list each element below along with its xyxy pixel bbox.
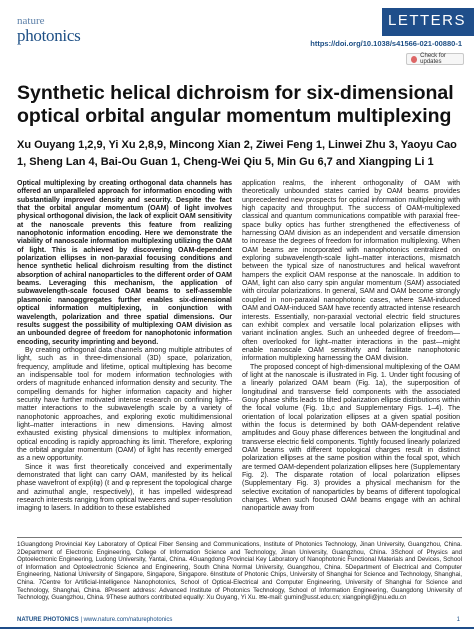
crossmark-icon (411, 56, 417, 63)
check-updates-button[interactable] (406, 53, 464, 65)
journal-logo (17, 16, 80, 44)
doi-link[interactable]: https://doi.org/10.1038/s41566-021-00880-1 (310, 39, 462, 48)
body-paragraph: Since it was first theoretically conceived and experimentally demonstrated that light can carry OAM, manifested by its helical phase wavefront of exp(iℓφ) (ℓ and φ represent the topological charge and azimuthal angle, respectively), it has impelled widespread research interests ranging from optical tweezers and super-resolution imaging to lasers. In addition to these established (17, 463, 232, 513)
affiliations-footnote: 1Guangdong Provincial Key Laboratory of Optical Fiber Sensing and Communications, Institute of Photonics Technology, Jinan University, Guangzhou, China. 2Department of Electronic Engineering, College of Information Science and Technology, Jinan University, Guangzhou, China. 3School of Physics and Optoelectronic Engineering, Ludong University, Yantai, China. 4Guangdong Provincial Key Laboratory of Nanophotonic Functional Materials and Devices, School of Information and Optoelectronic Science and Engineering, South China Normal University, Guangzhou, China. 5Department of Electrical and Computer Engineering, National University of Singapore, Singapore, Singapore. 6Institute of Photonic Chips, University of Shanghai for Science and Technology, Shanghai, China. 7Centre for Artificial-Intelligence Nanophotonics, School of Optical-Electrical and Computer Engineering, University of Shanghai for Science and Technology, Shanghai, China. 8Present address: Advanced Institute of Photonics Technology, School of Information Engineering, Guangdong University of Technology, Guangzhou, China. 9These authors contributed equally: Xu Ouyang, Yi Xu. ✉e-mail: gumin@usst.edu.cn; xiangpingli@jnu.edu.cn (17, 541, 462, 602)
footer-url[interactable]: | www.nature.com/naturephotonics (80, 617, 173, 623)
author-list: Xu Ouyang 1,2,9, Yi Xu 2,8,9, Mincong Xian 2, Ziwei Feng 1, Linwei Zhu 3, Yaoyu Cao 1, Sheng Lan 4, Bai-Ou Guan 1, Cheng-Wei Qiu 5, Min Gu 6,7 and Xiangping Li 1 (17, 139, 457, 168)
body-paragraph: application realms, the inherent orthogonality of OAM with theoretically unbounded states carried by OAM beams provides unprecedented new prospects for optical information multiplexing with high capacity and throughput. The success of OAM-multiplexed classical and quantum communications compatible with paraxial free-space bulky optics has further strengthened the effectiveness of harnessing OAM division as an independent and versatile dimension to increase the degrees of freedom for information multiplexing. When OAM beams are incorporated with nanophotonics centralized on exploring subwavelength-scale light–matter interactions, mismatch between the typical size of nanostructures and helical wavefront hampers the explicit OAM response at the nanoscale. In addition to OAM, light can also carry spin angular momentum (SAM) associated with circular polarizations. In general, SAM and OAM become strongly coupled in non-paraxial nanophotonic cases, where SAM-induced OAM and OAM-induced SAM have recently attracted intense research interests. Essentially, non-paraxial vectorial electric field structures can exhibit complex and versatile local polarization ellipses with variant inclination angles. Such an unheeded degree of freedom—often overlooked for light–matter interactions in the past—might enable nanoscale OAM sensitivity and facilitate nanophotonic information multiplexing harnessing the OAM division. (242, 180, 460, 363)
article-type-banner (382, 8, 474, 36)
body-paragraph: The proposed concept of high-dimensional multiplexing of the OAM of light at the nanoscale is illustrated in Fig. 1. Under tight focusing of a linearly polarized OAM beam (Fig. 1a), the superposition of longitudinal and transverse field components with the associated Gouy phase shifts leads to tilted polarization ellipse distributions within the focal volume (Fig. 1b,c and Supplementary Figs. 1–4). The orientation of local polarization ellipses at a given spatial position within the focus is determined by both OAM-dependent relative amplitudes and Gouy phase differences between the longitudinal and transverse electric field components. Tightly focused linearly polarized OAM beams with different topological charges result in distinct polarization ellipses at the same position within the focal spot, which are termed OAM-dependent polarization ellipses here (Supplementary Fig. 2). The disparate rotation of local polarization ellipses (Supplementary Fig. 3) provides a physical mechanism for the selective excitation of nanoparticles by beams of different topological charges. When such focused OAM beams engage with an achiral nanoparticle away from (242, 363, 460, 513)
abstract: Optical multiplexing by creating orthogonal data channels has offered an unparalleled approach for information encoding with substantially improved density and security. Despite the fact that the orbital angular momentum (OAM) of light involves physical orthogonal division, the lack of explicit OAM sensitivity at the nanoscale prevents this feature from realizing nanophotonic information encoding. Here we demonstrate the viability of nanoscale information multiplexing utilizing the OAM of light. This is achieved by discovering OAM-dependent polarization ellipses in non-paraxial focusing conditions and hence synthetic helical dichroism resulting from the distinct absorption of achiral nanoparticles to the different order of OAM beams. Leveraging this mechanism, the application of subwavelength-scale focused OAM beams to self-assemble plasmonic nanoaggregates further enables six-dimensional optical information multiplexing, in conjunction with wavelength, polarization and three spatial dimensions. Our results suggest the possibility of multiplexing OAM division as an unbounded degree of freedom for nanophotonic information encoding, security imprinting and beyond. (17, 180, 232, 346)
page-number: 1 (456, 617, 460, 623)
article-title: Synthetic helical dichroism for six-dimensional optical orbital angular momentum multiplexing (17, 82, 454, 127)
banner-label: LETTERS (388, 12, 467, 29)
check-updates-label: Check for updates (420, 53, 446, 65)
logo-photonics: photonics (17, 26, 81, 45)
footnote-divider (17, 537, 462, 538)
footer-journal: NATURE PHOTONICS (17, 617, 79, 623)
logo-nature: nature (17, 15, 45, 27)
body-paragraph: By creating orthogonal data channels among multiple attributes of light, such as in three-dimensional (3D) space, polarization, frequency, amplitude and lifetime, optical multiplexing has become an indispensable tool for modern information technologies with orders of magnitude enhanced information density and security. The compelling demands for higher information capacity and higher security have further motivated intense research on confining light–matter interactions to the subwavelength scale by a variety of nanophotonic approaches, and exploring exotic multidimensional light–matter interactions in new dimensions. Having almost exhausted existing physical dimensions to multiplex information, optical encoding is rapidly approaching its limit. Therefore, exploring the orbital angular momentum (OAM) of light has recently emerged as a new opportunity. (17, 346, 232, 463)
left-column (17, 180, 232, 514)
page-footer (17, 617, 172, 623)
right-column (242, 180, 460, 514)
